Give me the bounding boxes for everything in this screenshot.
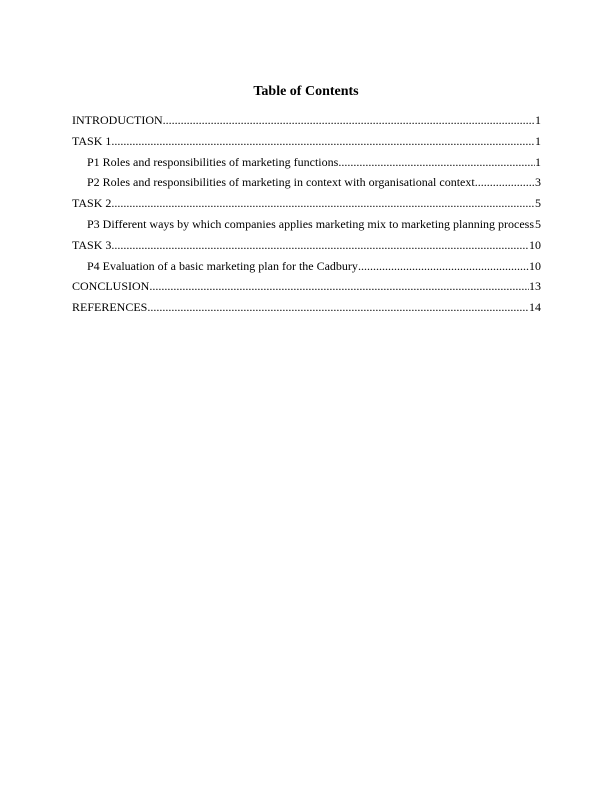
toc-entry-task-2[interactable] <box>72 195 541 216</box>
toc-entry-text: TASK 1 <box>72 133 112 148</box>
toc-entry-p4[interactable] <box>72 258 541 279</box>
toc-entry-p2[interactable] <box>72 174 541 195</box>
toc-entry-task-1[interactable] <box>72 133 541 154</box>
toc-page-number: 5 <box>535 196 541 211</box>
toc-entry-text: CONCLUSION <box>72 279 150 294</box>
toc-page-number: 14 <box>529 300 541 315</box>
toc-dot-leader <box>111 133 535 149</box>
toc-page-number: 1 <box>535 154 541 169</box>
toc-page-number: 1 <box>535 133 541 148</box>
toc-list <box>72 112 541 320</box>
toc-entry-task-3[interactable] <box>72 237 541 258</box>
toc-dot-leader <box>149 278 529 294</box>
toc-dot-leader <box>111 195 535 211</box>
toc-dot-leader <box>111 237 529 253</box>
toc-dot-leader <box>338 154 535 170</box>
toc-entry-text: P1 Roles and responsibilities of marketing functions <box>87 154 339 169</box>
toc-dot-leader <box>147 299 529 315</box>
toc-dot-leader <box>358 258 529 274</box>
toc-entry-p1[interactable] <box>72 154 541 175</box>
toc-entry-text: REFERENCES <box>72 300 148 315</box>
toc-entry-conclusion[interactable] <box>72 278 541 299</box>
toc-entry-text: P4 Evaluation of a basic marketing plan for the Cadbury <box>87 258 358 273</box>
toc-title: Table of Contents <box>253 84 359 99</box>
toc-entry-introduction[interactable] <box>72 112 541 133</box>
toc-page-number: 5 <box>535 216 541 231</box>
toc-entry-text: P2 Roles and responsibilities of marketing in context with organisational context <box>87 175 475 190</box>
toc-entry-text: INTRODUCTION <box>72 113 163 127</box>
toc-page-number: 10 <box>529 237 541 252</box>
toc-entry-text: TASK 3 <box>72 237 112 252</box>
toc-page-number: 13 <box>529 279 541 294</box>
toc-dot-leader <box>475 174 535 190</box>
toc-entry-p3[interactable] <box>72 216 541 237</box>
toc-entry-references[interactable] <box>72 299 541 320</box>
toc-entry-text: TASK 2 <box>72 196 112 211</box>
toc-entry-text: P3 Different ways by which companies applies marketing mix to marketing planning process <box>87 216 535 231</box>
toc-dot-leader <box>163 112 535 128</box>
toc-page-number: 10 <box>529 258 541 273</box>
toc-page-number: 3 <box>535 175 541 190</box>
toc-page-number: 1 <box>535 113 541 127</box>
